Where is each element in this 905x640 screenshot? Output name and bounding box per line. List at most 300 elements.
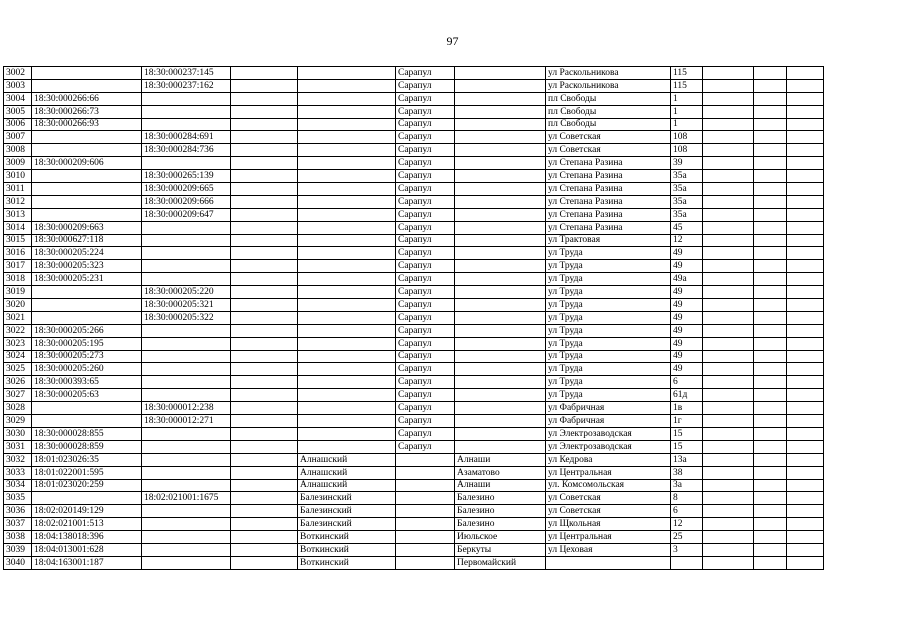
col-11-cell <box>754 337 787 350</box>
cadastral-number-alt-cell <box>142 324 231 337</box>
row-number-cell: 3013 <box>4 208 32 221</box>
extra-col-cell <box>231 453 298 466</box>
cadastral-number-alt-cell <box>142 389 231 402</box>
street-cell: ул Раскольникова <box>546 79 671 92</box>
house-number-cell: 1в <box>671 402 703 415</box>
row-number-cell: 3035 <box>4 492 32 505</box>
col-10-cell <box>703 324 754 337</box>
table-row <box>4 79 824 92</box>
cadastral-number-cell: 18:01:023020:259 <box>32 479 142 492</box>
col-10-cell <box>703 286 754 299</box>
col-12-cell <box>787 273 824 286</box>
street-cell: ул Труда <box>546 299 671 312</box>
house-number-cell: 38 <box>671 466 703 479</box>
table-row <box>4 440 824 453</box>
col-11-cell <box>754 131 787 144</box>
col-11-cell <box>754 505 787 518</box>
house-number-cell: 49 <box>671 286 703 299</box>
cadastral-number-cell <box>32 183 142 196</box>
district-cell <box>298 273 396 286</box>
row-number-cell: 3033 <box>4 466 32 479</box>
cadastral-number-cell <box>32 208 142 221</box>
house-number-cell: 108 <box>671 131 703 144</box>
row-number-cell: 3026 <box>4 376 32 389</box>
col-12-cell <box>787 453 824 466</box>
table-row <box>4 208 824 221</box>
settlement-cell <box>455 273 546 286</box>
row-number-cell: 3004 <box>4 92 32 105</box>
row-number-cell: 3034 <box>4 479 32 492</box>
col-12-cell <box>787 195 824 208</box>
col-10-cell <box>703 389 754 402</box>
extra-col-cell <box>231 286 298 299</box>
col-10-cell <box>703 299 754 312</box>
settlement-cell <box>455 415 546 428</box>
house-number-cell: 49 <box>671 311 703 324</box>
city-cell: Сарапул <box>396 376 455 389</box>
district-cell: Балезинский <box>298 505 396 518</box>
col-12-cell <box>787 131 824 144</box>
district-cell: Балезинский <box>298 492 396 505</box>
settlement-cell <box>455 350 546 363</box>
row-number-cell: 3011 <box>4 183 32 196</box>
col-12-cell <box>787 518 824 531</box>
settlement-cell <box>455 247 546 260</box>
cadastral-number-cell: 18:30:000205:195 <box>32 337 142 350</box>
col-10-cell <box>703 79 754 92</box>
col-10-cell <box>703 311 754 324</box>
table-row <box>4 363 824 376</box>
district-cell <box>298 440 396 453</box>
street-cell: ул Электрозаводская <box>546 427 671 440</box>
house-number-cell: 49 <box>671 350 703 363</box>
settlement-cell <box>455 157 546 170</box>
table-row <box>4 492 824 505</box>
street-cell: ул Кедрова <box>546 453 671 466</box>
district-cell: Балезинский <box>298 518 396 531</box>
district-cell <box>298 208 396 221</box>
district-cell <box>298 118 396 131</box>
col-11-cell <box>754 157 787 170</box>
row-number-cell: 3006 <box>4 118 32 131</box>
settlement-cell <box>455 311 546 324</box>
table-row <box>4 260 824 273</box>
col-10-cell <box>703 505 754 518</box>
district-cell <box>298 131 396 144</box>
settlement-cell <box>455 105 546 118</box>
row-number-cell: 3029 <box>4 415 32 428</box>
district-cell: Воткинский <box>298 543 396 556</box>
col-10-cell <box>703 144 754 157</box>
row-number-cell: 3007 <box>4 131 32 144</box>
district-cell <box>298 105 396 118</box>
city-cell: Сарапул <box>396 286 455 299</box>
settlement-cell: Балезино <box>455 518 546 531</box>
street-cell: ул Фабричная <box>546 402 671 415</box>
col-10-cell <box>703 427 754 440</box>
col-11-cell <box>754 144 787 157</box>
city-cell <box>396 492 455 505</box>
cadastral-number-alt-cell <box>142 350 231 363</box>
row-number-cell: 3010 <box>4 170 32 183</box>
cadastral-number-alt-cell <box>142 453 231 466</box>
cadastral-number-cell <box>32 67 142 80</box>
city-cell <box>396 518 455 531</box>
col-12-cell <box>787 350 824 363</box>
table-row <box>4 195 824 208</box>
col-12-cell <box>787 144 824 157</box>
page-number: 97 <box>446 34 459 48</box>
house-number-cell: 6 <box>671 505 703 518</box>
col-12-cell <box>787 427 824 440</box>
extra-col-cell <box>231 479 298 492</box>
col-11-cell <box>754 363 787 376</box>
settlement-cell <box>455 221 546 234</box>
settlement-cell <box>455 183 546 196</box>
col-11-cell <box>754 234 787 247</box>
table-row <box>4 311 824 324</box>
col-11-cell <box>754 466 787 479</box>
settlement-cell: Алнаши <box>455 453 546 466</box>
cadastral-number-alt-cell <box>142 337 231 350</box>
street-cell: ул Степана Разина <box>546 157 671 170</box>
cadastral-number-alt-cell <box>142 518 231 531</box>
district-cell <box>298 286 396 299</box>
cadastral-number-cell <box>32 286 142 299</box>
col-10-cell <box>703 453 754 466</box>
cadastral-number-cell: 18:30:000205:224 <box>32 247 142 260</box>
cadastral-number-alt-cell: 18:30:000209:665 <box>142 183 231 196</box>
cadastral-number-alt-cell <box>142 247 231 260</box>
extra-col-cell <box>231 234 298 247</box>
street-cell: ул Труда <box>546 350 671 363</box>
extra-col-cell <box>231 363 298 376</box>
col-12-cell <box>787 376 824 389</box>
col-10-cell <box>703 556 754 569</box>
city-cell: Сарапул <box>396 299 455 312</box>
table-row <box>4 234 824 247</box>
house-number-cell: 61д <box>671 389 703 402</box>
table-row <box>4 170 824 183</box>
settlement-cell: Балезино <box>455 505 546 518</box>
cadastral-number-cell: 18:30:000205:323 <box>32 260 142 273</box>
extra-col-cell <box>231 273 298 286</box>
col-11-cell <box>754 350 787 363</box>
cadastral-number-cell: 18:30:000028:855 <box>32 427 142 440</box>
extra-col-cell <box>231 556 298 569</box>
col-12-cell <box>787 389 824 402</box>
cadastral-number-cell: 18:01:022001:595 <box>32 466 142 479</box>
district-cell <box>298 427 396 440</box>
extra-col-cell <box>231 350 298 363</box>
district-cell: Воткинский <box>298 556 396 569</box>
col-10-cell <box>703 543 754 556</box>
street-cell: ул Степана Разина <box>546 208 671 221</box>
cadastral-number-cell: 18:30:000205:231 <box>32 273 142 286</box>
extra-col-cell <box>231 415 298 428</box>
district-cell <box>298 350 396 363</box>
cadastral-number-cell <box>32 131 142 144</box>
cadastral-number-alt-cell <box>142 273 231 286</box>
city-cell: Сарапул <box>396 234 455 247</box>
col-12-cell <box>787 402 824 415</box>
extra-col-cell <box>231 531 298 544</box>
settlement-cell: Июльское <box>455 531 546 544</box>
settlement-cell: Балезино <box>455 492 546 505</box>
col-10-cell <box>703 92 754 105</box>
table-row <box>4 118 824 131</box>
district-cell <box>298 337 396 350</box>
col-10-cell <box>703 247 754 260</box>
cadastral-number-cell: 18:01:023026:35 <box>32 453 142 466</box>
street-cell: ул Центральная <box>546 466 671 479</box>
district-cell <box>298 260 396 273</box>
col-11-cell <box>754 415 787 428</box>
col-10-cell <box>703 402 754 415</box>
col-10-cell <box>703 440 754 453</box>
cadastral-number-cell <box>32 415 142 428</box>
city-cell: Сарапул <box>396 273 455 286</box>
extra-col-cell <box>231 337 298 350</box>
extra-col-cell <box>231 170 298 183</box>
house-number-cell: 6 <box>671 376 703 389</box>
col-11-cell <box>754 492 787 505</box>
street-cell: ул Труда <box>546 286 671 299</box>
table-row <box>4 273 824 286</box>
col-12-cell <box>787 118 824 131</box>
street-cell: ул Трактовая <box>546 234 671 247</box>
col-11-cell <box>754 92 787 105</box>
street-cell: пл Свободы <box>546 105 671 118</box>
col-10-cell <box>703 183 754 196</box>
table-row <box>4 105 824 118</box>
settlement-cell <box>455 208 546 221</box>
row-number-cell: 3022 <box>4 324 32 337</box>
extra-col-cell <box>231 157 298 170</box>
house-number-cell: 15 <box>671 427 703 440</box>
table-row <box>4 531 824 544</box>
city-cell: Сарапул <box>396 105 455 118</box>
district-cell <box>298 92 396 105</box>
cadastral-number-alt-cell <box>142 531 231 544</box>
cadastral-number-cell: 18:02:020149:129 <box>32 505 142 518</box>
settlement-cell <box>455 79 546 92</box>
settlement-cell <box>455 286 546 299</box>
col-10-cell <box>703 157 754 170</box>
cadastral-number-alt-cell <box>142 234 231 247</box>
row-number-cell: 3018 <box>4 273 32 286</box>
district-cell <box>298 311 396 324</box>
city-cell: Сарапул <box>396 144 455 157</box>
city-cell: Сарапул <box>396 247 455 260</box>
col-10-cell <box>703 531 754 544</box>
street-cell: ул Советская <box>546 492 671 505</box>
col-11-cell <box>754 105 787 118</box>
col-11-cell <box>754 427 787 440</box>
house-number-cell: 49 <box>671 363 703 376</box>
extra-col-cell <box>231 260 298 273</box>
col-12-cell <box>787 67 824 80</box>
city-cell: Сарапул <box>396 67 455 80</box>
street-cell: ул Труда <box>546 324 671 337</box>
col-11-cell <box>754 247 787 260</box>
table-row <box>4 221 824 234</box>
col-11-cell <box>754 531 787 544</box>
cadastral-number-alt-cell: 18:30:000265:139 <box>142 170 231 183</box>
col-10-cell <box>703 363 754 376</box>
extra-col-cell <box>231 195 298 208</box>
street-cell: ул Раскольникова <box>546 67 671 80</box>
settlement-cell: Алнаши <box>455 479 546 492</box>
extra-col-cell <box>231 131 298 144</box>
street-cell: ул. Комсомольская <box>546 479 671 492</box>
row-number-cell: 3016 <box>4 247 32 260</box>
table-row <box>4 427 824 440</box>
house-number-cell: 12 <box>671 518 703 531</box>
col-12-cell <box>787 234 824 247</box>
cadastral-number-alt-cell <box>142 505 231 518</box>
street-cell: ул Советская <box>546 505 671 518</box>
settlement-cell <box>455 67 546 80</box>
cadastral-number-alt-cell: 18:30:000209:666 <box>142 195 231 208</box>
city-cell: Сарапул <box>396 92 455 105</box>
street-cell: ул Труда <box>546 363 671 376</box>
settlement-cell <box>455 195 546 208</box>
settlement-cell <box>455 389 546 402</box>
cadastral-number-cell: 18:30:000393:65 <box>32 376 142 389</box>
city-cell <box>396 531 455 544</box>
street-cell: ул Труда <box>546 376 671 389</box>
settlement-cell: Первомайский <box>455 556 546 569</box>
house-number-cell: 1 <box>671 118 703 131</box>
cadastral-number-cell <box>32 402 142 415</box>
settlement-cell <box>455 427 546 440</box>
city-cell: Сарапул <box>396 337 455 350</box>
settlement-cell <box>455 234 546 247</box>
col-10-cell <box>703 234 754 247</box>
cadastral-number-cell <box>32 299 142 312</box>
col-11-cell <box>754 170 787 183</box>
street-cell: ул Советская <box>546 131 671 144</box>
table-row <box>4 376 824 389</box>
district-cell <box>298 324 396 337</box>
row-number-cell: 3017 <box>4 260 32 273</box>
row-number-cell: 3003 <box>4 79 32 92</box>
city-cell: Сарапул <box>396 389 455 402</box>
table-row <box>4 389 824 402</box>
cadastral-number-alt-cell: 18:30:000284:691 <box>142 131 231 144</box>
col-12-cell <box>787 324 824 337</box>
col-11-cell <box>754 221 787 234</box>
col-10-cell <box>703 273 754 286</box>
cadastral-number-cell: 18:30:000205:273 <box>32 350 142 363</box>
city-cell: Сарапул <box>396 440 455 453</box>
table-row <box>4 157 824 170</box>
street-cell: ул Степана Разина <box>546 170 671 183</box>
cadastral-number-alt-cell <box>142 105 231 118</box>
house-number-cell: 35а <box>671 208 703 221</box>
city-cell: Сарапул <box>396 208 455 221</box>
table-row <box>4 131 824 144</box>
city-cell: Сарапул <box>396 363 455 376</box>
col-12-cell <box>787 505 824 518</box>
table-row <box>4 67 824 80</box>
extra-col-cell <box>231 492 298 505</box>
cadastral-number-cell: 18:02:021001:513 <box>32 518 142 531</box>
extra-col-cell <box>231 299 298 312</box>
street-cell: ул Советская <box>546 144 671 157</box>
row-number-cell: 3012 <box>4 195 32 208</box>
cadastral-number-cell: 18:30:000627:118 <box>32 234 142 247</box>
col-10-cell <box>703 350 754 363</box>
district-cell <box>298 67 396 80</box>
district-cell: Воткинский <box>298 531 396 544</box>
col-11-cell <box>754 118 787 131</box>
city-cell: Сарапул <box>396 157 455 170</box>
cadastral-number-alt-cell <box>142 157 231 170</box>
district-cell <box>298 415 396 428</box>
col-11-cell <box>754 79 787 92</box>
col-10-cell <box>703 337 754 350</box>
city-cell: Сарапул <box>396 350 455 363</box>
col-11-cell <box>754 311 787 324</box>
house-number-cell: 3а <box>671 479 703 492</box>
table-row <box>4 183 824 196</box>
house-number-cell: 49 <box>671 247 703 260</box>
cadastral-number-cell: 18:30:000028:859 <box>32 440 142 453</box>
city-cell: Сарапул <box>396 260 455 273</box>
cadastral-number-cell: 18:04:163001:187 <box>32 556 142 569</box>
cadastral-number-cell: 18:30:000205:266 <box>32 324 142 337</box>
settlement-cell <box>455 131 546 144</box>
col-12-cell <box>787 221 824 234</box>
row-number-cell: 3030 <box>4 427 32 440</box>
cadastral-number-alt-cell: 18:30:000205:321 <box>142 299 231 312</box>
cadastral-number-alt-cell <box>142 466 231 479</box>
extra-col-cell <box>231 505 298 518</box>
house-number-cell: 49 <box>671 324 703 337</box>
cadastral-number-alt-cell <box>142 363 231 376</box>
extra-col-cell <box>231 67 298 80</box>
row-number-cell: 3039 <box>4 543 32 556</box>
col-12-cell <box>787 79 824 92</box>
col-12-cell <box>787 260 824 273</box>
street-cell: ул Электрозаводская <box>546 440 671 453</box>
cadastral-number-cell: 18:04:013001:628 <box>32 543 142 556</box>
city-cell: Сарапул <box>396 324 455 337</box>
district-cell <box>298 247 396 260</box>
col-11-cell <box>754 402 787 415</box>
cadastral-number-alt-cell: 18:30:000237:145 <box>142 67 231 80</box>
table-row <box>4 453 824 466</box>
house-number-cell: 49 <box>671 299 703 312</box>
extra-col-cell <box>231 118 298 131</box>
house-number-cell: 3 <box>671 543 703 556</box>
table-row <box>4 286 824 299</box>
cadastral-number-cell <box>32 311 142 324</box>
row-number-cell: 3008 <box>4 144 32 157</box>
table-row <box>4 247 824 260</box>
row-number-cell: 3025 <box>4 363 32 376</box>
house-number-cell: 25 <box>671 531 703 544</box>
cadastral-number-cell: 18:30:000209:606 <box>32 157 142 170</box>
extra-col-cell <box>231 79 298 92</box>
house-number-cell: 45 <box>671 221 703 234</box>
street-cell: ул Фабричная <box>546 415 671 428</box>
settlement-cell <box>455 324 546 337</box>
table-row <box>4 466 824 479</box>
col-11-cell <box>754 299 787 312</box>
